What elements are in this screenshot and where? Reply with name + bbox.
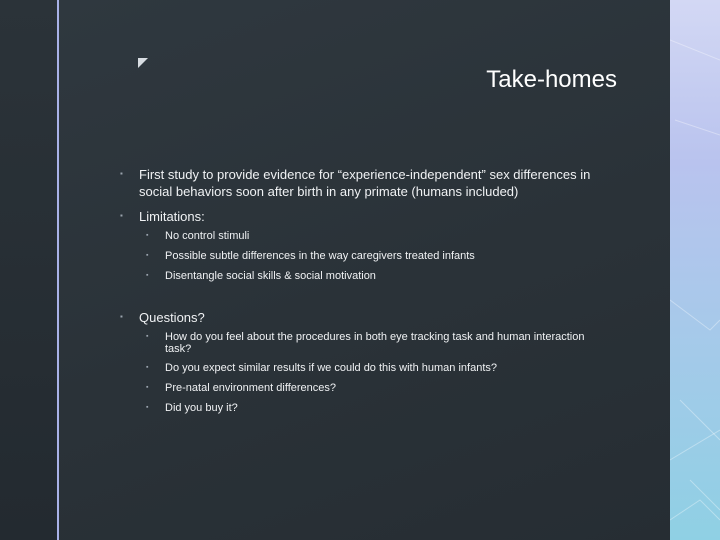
sub-bullet-marker: ▪ — [146, 252, 149, 259]
sub-bullet-text: Possible subtle differences in the way caregivers treated infants — [165, 250, 475, 262]
sub-bullet-text: No control stimuli — [165, 230, 250, 242]
sub-bullet-text: Disentangle social skills & social motivation — [165, 270, 376, 282]
sub-bullet-marker: ▪ — [146, 272, 149, 279]
bullet-marker: ▪ — [120, 312, 123, 321]
bullet-text: First study to provide evidence for “experience-independent” sex differences in social behaviors soon after birth in any primate (humans included) — [139, 167, 591, 199]
bullet-item — [120, 166, 620, 200]
sub-bullet-marker: ▪ — [146, 384, 149, 391]
sub-bullet-text: Pre-natal environment differences? — [165, 382, 337, 394]
slide-title: Take-homes — [486, 66, 617, 93]
bullet-text: Limitations: — [139, 209, 205, 224]
sub-bullet-text: Do you expect similar results if we could do this with human infants? — [165, 362, 497, 374]
sub-bullet-marker: ▪ — [146, 404, 149, 411]
sub-bullet-marker: ▪ — [146, 333, 149, 340]
right-decorative-strip — [670, 0, 720, 540]
bullet-item — [120, 208, 620, 225]
bullet-marker: ▪ — [120, 169, 123, 178]
bullet-item — [120, 309, 620, 326]
bullet-text: Questions? — [139, 310, 205, 325]
sub-bullet-text: Did you buy it? — [165, 402, 238, 414]
sub-bullet-marker: ▪ — [146, 232, 149, 239]
decorative-lines — [670, 0, 720, 540]
bullet-marker: ▪ — [120, 211, 123, 220]
corner-triangle-icon — [138, 58, 148, 68]
sub-bullet-marker: ▪ — [146, 364, 149, 371]
sub-bullet-text: How do you feel about the procedures in both eye tracking task and human interaction task? — [165, 331, 585, 355]
left-panel — [0, 0, 58, 540]
